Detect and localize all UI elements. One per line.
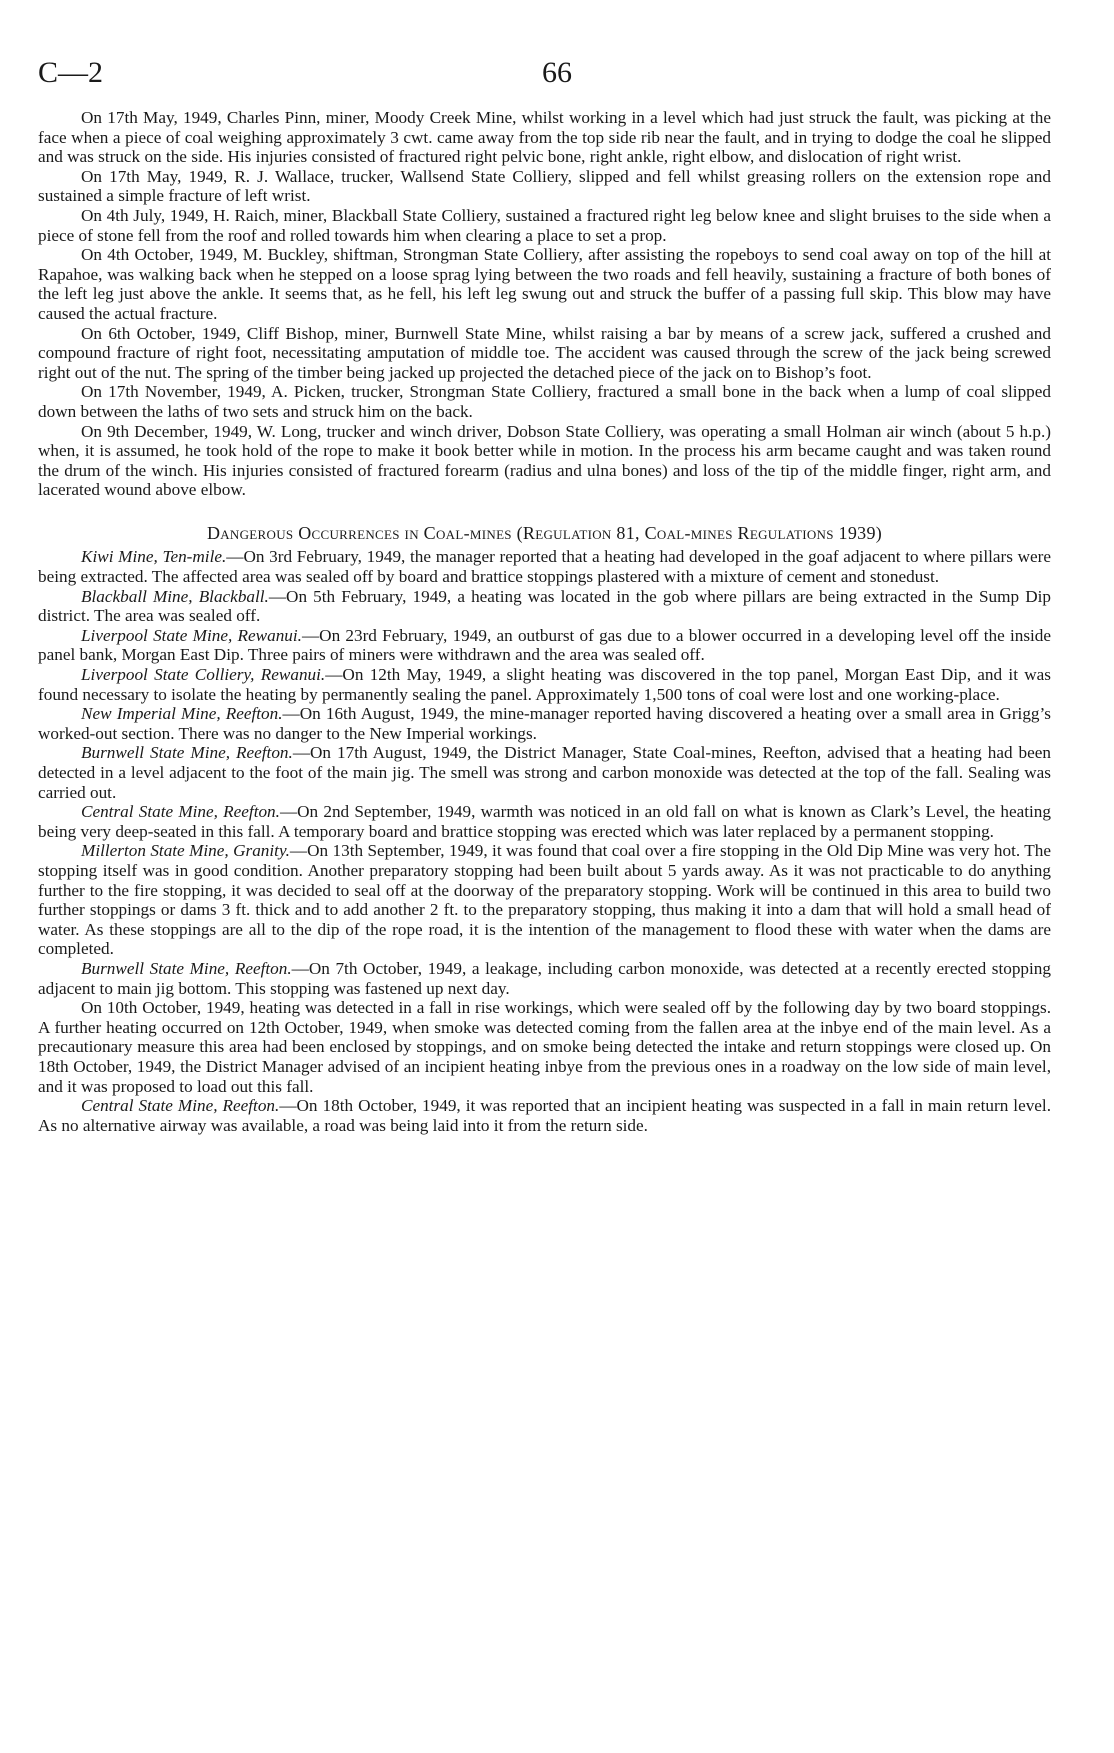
occurrence-text: —On 2nd September, 1949, warmth was noticed in an old fall on what is known as Clark’s Level, the heating being very deep-seated in this fall. A temporary board and brattice stopping was erected which was later replaced by a permanent stopping. xyxy=(38,802,1051,841)
occurrence-text: —On 16th August, 1949, the mine-manager reported having discovered a heating over a small area in Grigg’s worked-out section. There was no danger to the New Imperial workings. xyxy=(38,704,1051,743)
accident-paragraph: On 6th October, 1949, Cliff Bishop, miner, Burnwell State Mine, whilst raising a bar by means of a screw jack, suffered a crushed and compound fracture of right foot, necessitating amputation of middle toe. The accident was caused through the screw of the jack being screwed right out of the nut. The spring of the timber being jacked up projected the detached piece of the jack on to Bishop’s foot. xyxy=(38,323,1051,382)
occurrence-text: —On 18th October, 1949, it was reported that an incipient heating was suspected in a fall in main return level. As no alternative airway was available, a road was being laid into it from the return side. xyxy=(38,1096,1051,1135)
accident-paragraph: On 4th July, 1949, H. Raich, miner, Blackball State Colliery, sustained a fractured right leg below knee and slight bruises to the side when a piece of stone fell from the roof and rolled towards him when clearing a place to set a prop. xyxy=(38,205,1051,245)
accident-paragraph: On 9th December, 1949, W. Long, trucker and winch driver, Dobson State Colliery, was operating a small Holman air winch (about 5 h.p.) when, it is assumed, he took hold of the rope to make it book better while in motion. In the process his arm became caught and was taken round the drum of the winch. His injuries consisted of fractured forearm (radius and ulna bones) and loss of the tip of the middle finger, right arm, and lacerated wound above elbow. xyxy=(38,421,1051,500)
occurrence-paragraph xyxy=(38,547,1051,586)
accident-paragraph: On 4th October, 1949, M. Buckley, shiftman, Strongman State Colliery, after assisting the ropeboys to send coal away on top of the hill at Rapahoe, was walking back when he stepped on a loose sprag lying between the two roads and fell heavily, sustaining a fracture of both bones of the left leg just above the ankle. It seems that, as he fell, his left leg swung out and struck the buffer of a passing full skip. This blow may have caused the actual fracture. xyxy=(38,245,1051,323)
page-header xyxy=(38,56,1076,96)
occurrence-lead: Liverpool State Mine, Rewanui. xyxy=(81,625,302,645)
occurrence-lead: Central State Mine, Reefton. xyxy=(81,1096,280,1116)
occurrence-paragraph xyxy=(38,587,1051,626)
occurrence-lead: Burnwell State Mine, Reefton. xyxy=(81,958,292,978)
page-number: 66 xyxy=(542,56,572,89)
occurrence-text: —On 13th September, 1949, it was found that coal over a fire stopping in the Old Dip Mine was very hot. The stopping itself was in good condition. Another preparatory stopping had been built about 5 yards away. As it was not practicable to do anything further to the fire stopping, it was decided to seal off at the doorway of the preparatory stopping. Work will be continued in this area to build two further stoppings or dams 3 ft. thick and to add another 2 ft. to the preparatory stopping, thus making it into a dam that will hold a small head of water. As these stoppings are all to the dip of the rope road, it is the intention of the management to flood these with water when the dams are completed. xyxy=(38,841,1052,959)
occurrence-text: —On 23rd February, 1949, an outburst of gas due to a blower occurred in a developing level off the inside panel bank, Morgan East Dip. Three pairs of miners were withdrawn and the area was sealed off. xyxy=(38,625,1051,665)
occurrence-paragraph xyxy=(38,1096,1051,1135)
accident-paragraph: On 17th November, 1949, A. Picken, trucker, Strongman State Colliery, fractured a small bone in the back when a lump of coal slipped down between the laths of two sets and struck him on the back. xyxy=(38,382,1051,421)
section-code: C—2 xyxy=(38,56,104,89)
occurrence-paragraph xyxy=(38,704,1051,743)
occurrence-paragraph xyxy=(38,841,1051,959)
accident-paragraph: On 17th May, 1949, Charles Pinn, miner, Moody Creek Mine, whilst working in a level which had just struck the fault, was picking at the face when a piece of coal weighing approximately 3 cwt. came away from the top side rib near the fault, and in trying to dodge the coal he slipped and was struck on the side. His injuries consisted of fractured right pelvic bone, right ankle, right elbow, and dislocation of right wrist. xyxy=(38,108,1051,167)
occurrence-paragraph xyxy=(38,998,1051,1096)
occurrence-paragraph xyxy=(38,665,1051,704)
occurrence-paragraph xyxy=(38,626,1051,665)
occurrence-lead: Blackball Mine, Blackball. xyxy=(81,586,269,606)
occurrence-text: On 10th October, 1949, heating was detected in a fall in rise workings, which were sealed off by the following day by two board stoppings. A further heating occurred on 12th October, 1949, when smoke was detected coming from the fallen area at the inbye end of the main level. As a precautionary measure this area had been enclosed by stoppings, and on smoke being detected the intake and return stoppings were closed up. On 18th October, 1949, the District Manager advised of an incipient heating inbye from the previous ones in a roadway on the low side of main level, and it was proposed to load out this fall. xyxy=(38,998,1051,1096)
occurrence-text: —On 5th February, 1949, a heating was located in the gob where pillars are being extracted in the Sump Dip district. The area was sealed off. xyxy=(38,586,1052,626)
occurrence-lead: Burnwell State Mine, Reefton. xyxy=(81,743,293,763)
occurrence-lead: Liverpool State Colliery, Rewanui. xyxy=(81,665,326,685)
accident-paragraph: On 17th May, 1949, R. J. Wallace, trucker, Wallsend State Colliery, slipped and fell whilst greasing rollers on the extension rope and sustained a simple fracture of left wrist. xyxy=(38,166,1051,206)
occurrence-text: —On 12th May, 1949, a slight heating was discovered in the top panel, Morgan East Dip, and it was found necessary to isolate the heating by permanently sealing the panel. Approximately 1,500 tons of coal were lost and one working-place. xyxy=(38,665,1051,704)
occurrence-lead: Central State Mine, Reefton. xyxy=(81,802,280,822)
occurrence-lead: Millerton State Mine, Granity. xyxy=(81,841,290,861)
occurrence-text: —On 17th August, 1949, the District Manager, State Coal-mines, Reefton, advised that a heating had been detected in a level adjacent to the foot of the main jig. The smell was strong and carbon monoxide was detected at the top of the fall. Sealing was carried out. xyxy=(38,743,1051,802)
page-body xyxy=(38,108,1051,1135)
occurrence-paragraph xyxy=(38,743,1051,802)
occurrence-paragraph xyxy=(38,959,1051,998)
occurrence-text: —On 7th October, 1949, a leakage, including carbon monoxide, was detected at a recently erected stopping adjacent to main jig bottom. This stopping was fastened up next day. xyxy=(38,958,1051,998)
section-heading: Dangerous Occurrences in Coal-mines (Regulation 81, Coal-mines Regulations 1939) xyxy=(206,522,883,543)
occurrence-text: —On 3rd February, 1949, the manager reported that a heating had developed in the goaf adjacent to where pillars were being extracted. The affected area was sealed off by board and brattice stoppings plastered with a mixture of cement and stonedust. xyxy=(38,547,1052,587)
occurrence-lead: Kiwi Mine, Ten-mile. xyxy=(81,547,227,567)
occurrence-lead: New Imperial Mine, Reefton. xyxy=(81,704,283,724)
occurrence-paragraph xyxy=(38,802,1051,841)
